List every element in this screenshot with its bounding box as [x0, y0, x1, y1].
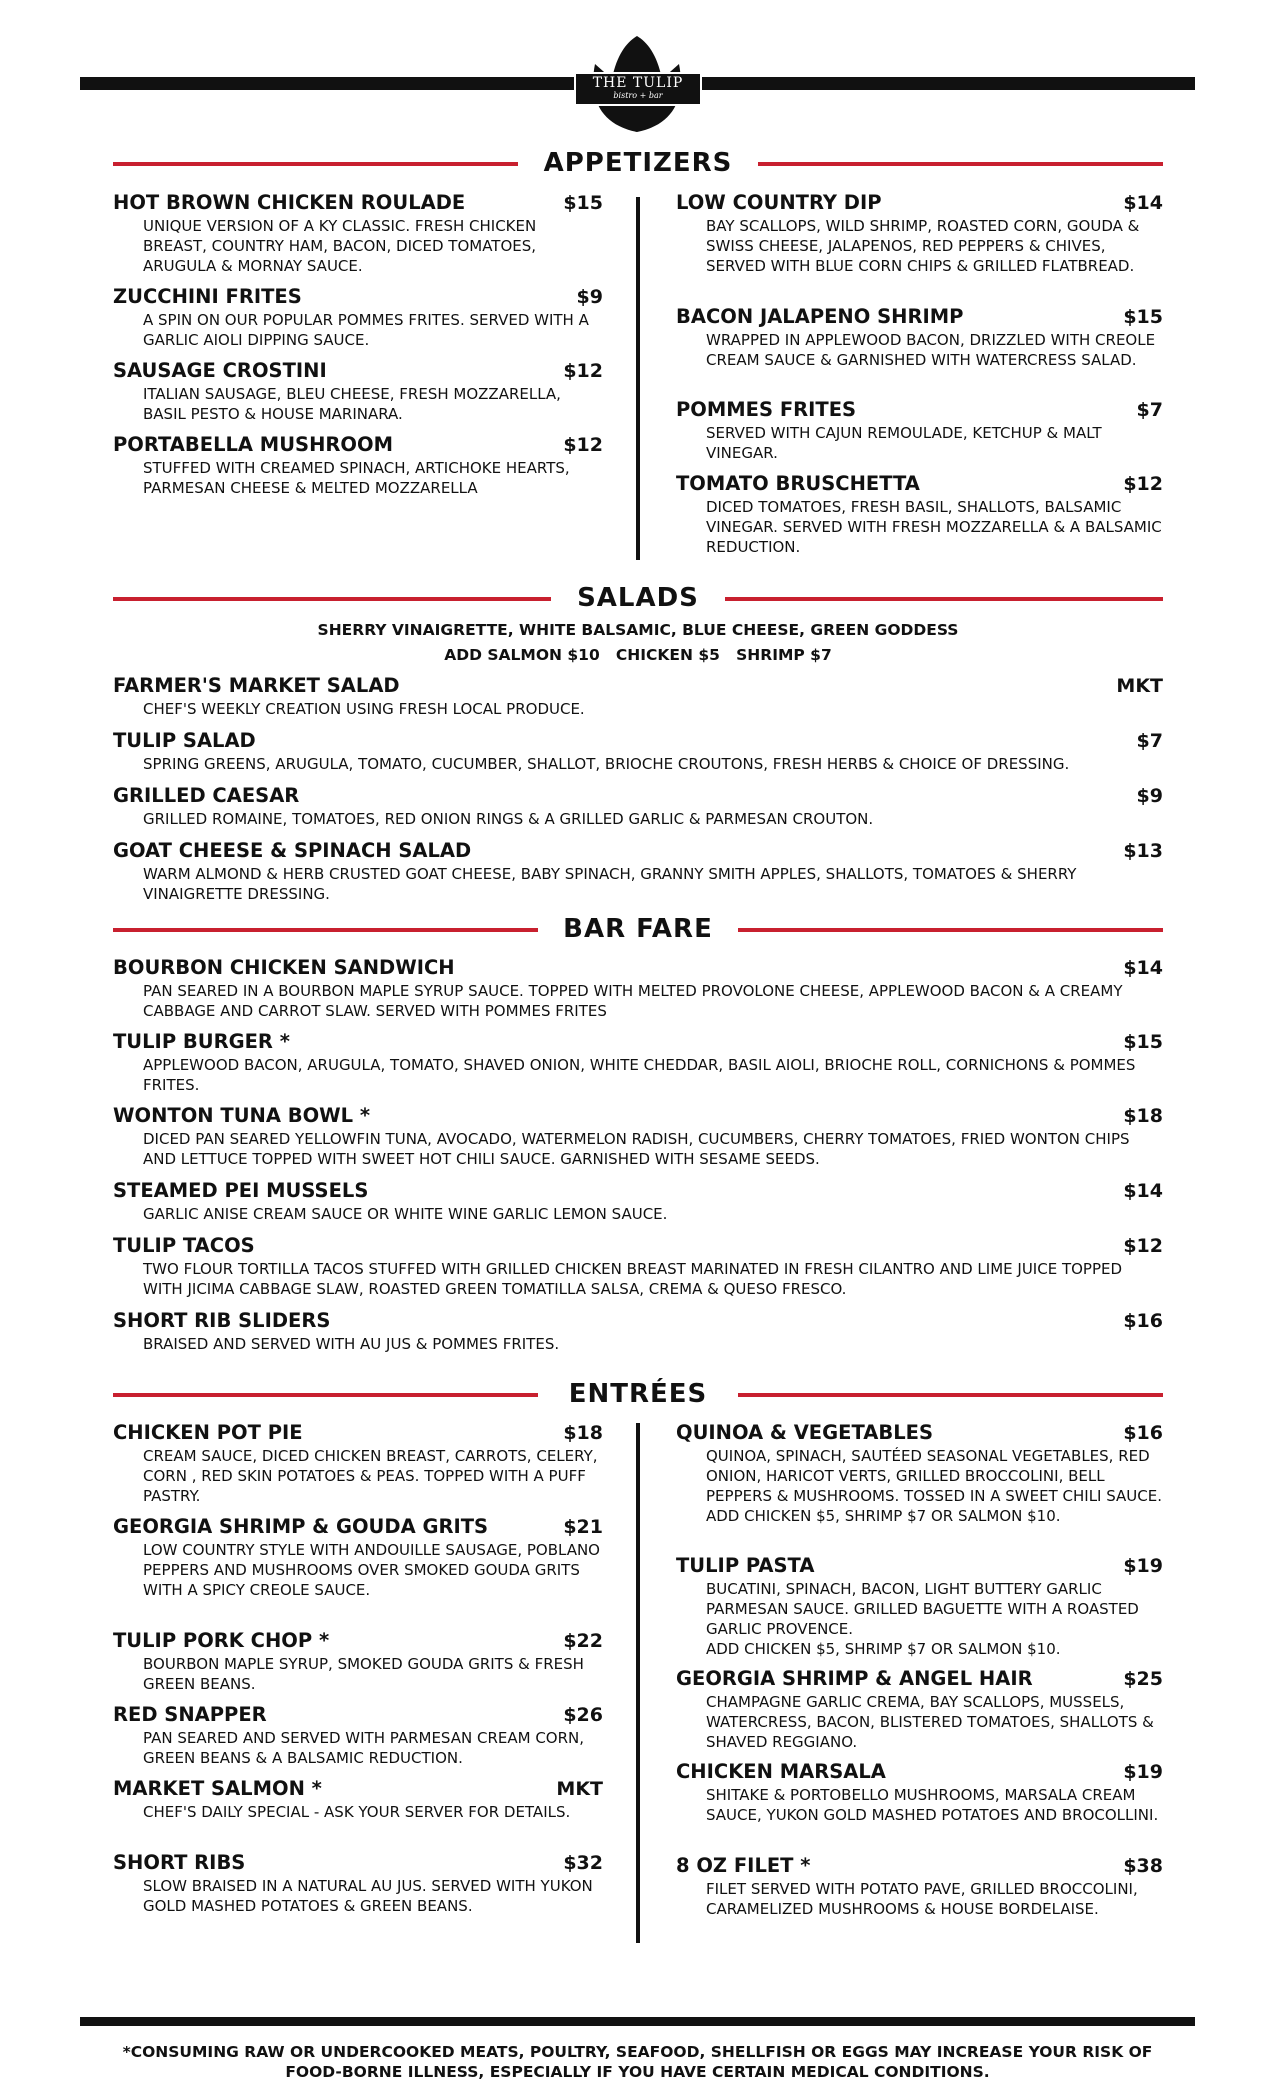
menu-item	[113, 1310, 1163, 1354]
item-description: APPLEWOOD BACON, ARUGULA, TOMATO, SHAVED ONION, WHITE CHEDDAR, BASIL AIOLI, BRIOCHE ROLL, CORNICHONS & POMMES FRITES.	[143, 1056, 1136, 1094]
entrees-heading	[113, 1379, 1163, 1409]
item-price: $15	[563, 192, 603, 214]
item-price: $19	[1123, 1555, 1163, 1577]
item-description: WARM ALMOND & HERB CRUSTED GOAT CHEESE, BABY SPINACH, GRANNY SMITH APPLES, SHALLOTS, TOMATOES & SHERRY VINAIGRETTE DRESSING.	[143, 865, 1077, 903]
item-price: $32	[563, 1852, 603, 1874]
menu-item	[113, 434, 603, 498]
item-name: GRILLED CAESAR	[113, 784, 300, 807]
item-description: BOURBON MAPLE SYRUP, SMOKED GOUDA GRITS & FRESH GREEN BEANS.	[143, 1655, 584, 1693]
item-price: $14	[1123, 192, 1163, 214]
section-title: APPETIZERS	[543, 148, 733, 178]
menu-item	[113, 1105, 1163, 1169]
item-description: BAY SCALLOPS, WILD SHRIMP, ROASTED CORN, GOUDA & SWISS CHEESE, JALAPENOS, RED PEPPERS & CHIVES, SERVED WITH BLUE CORN CHIPS & GRILLED FLATBREAD.	[706, 217, 1140, 275]
item-name: SHORT RIB SLIDERS	[113, 1309, 331, 1332]
menu-item	[676, 1668, 1163, 1752]
item-name: ZUCCHINI FRITES	[113, 285, 302, 308]
salads-heading	[113, 583, 1163, 613]
item-name: STEAMED PEI MUSSELS	[113, 1179, 369, 1202]
item-description: SPRING GREENS, ARUGULA, TOMATO, CUCUMBER, SHALLOT, BRIOCHE CROUTONS, FRESH HERBS & CHOICE OF DRESSING.	[143, 755, 1070, 773]
item-addon: ADD CHICKEN $5, SHRIMP $7 OR SALMON $10.	[706, 1507, 1061, 1525]
item-price: $15	[1123, 306, 1163, 328]
menu-item	[113, 360, 603, 424]
item-description: ITALIAN SAUSAGE, BLEU CHEESE, FRESH MOZZARELLA, BASIL PESTO & HOUSE MARINARA.	[143, 385, 561, 423]
item-name: GOAT CHEESE & SPINACH SALAD	[113, 839, 472, 862]
menu-item	[676, 1761, 1163, 1825]
item-name: TULIP TACOS	[113, 1234, 255, 1257]
item-description: A SPIN ON OUR POPULAR POMMES FRITES. SERVED WITH A GARLIC AIOLI DIPPING SAUCE.	[143, 311, 589, 349]
menu-item	[676, 1422, 1163, 1526]
item-price: $18	[1123, 1105, 1163, 1127]
item-description: QUINOA, SPINACH, SAUTÉED SEASONAL VEGETABLES, RED ONION, HARICOT VERTS, GRILLED BROCCOLINI, BELL PEPPERS & MUSHROOMS. TOSSED IN A SWEET CHILI SAUCE.	[706, 1447, 1162, 1505]
column-divider	[636, 1423, 640, 1943]
menu-item	[113, 1852, 603, 1916]
menu-item	[676, 1555, 1163, 1659]
item-name: TOMATO BRUSCHETTA	[676, 472, 920, 495]
item-price: $16	[1123, 1310, 1163, 1332]
item-description: GARLIC ANISE CREAM SAUCE OR WHITE WINE GARLIC LEMON SAUCE.	[143, 1205, 668, 1223]
column-divider	[636, 197, 640, 560]
item-description: SLOW BRAISED IN A NATURAL AU JUS. SERVED WITH YUKON GOLD MASHED POTATOES & GREEN BEANS.	[143, 1877, 593, 1915]
item-description: SERVED WITH CAJUN REMOULADE, KETCHUP & MALT VINEGAR.	[706, 424, 1102, 462]
item-name: LOW COUNTRY DIP	[676, 191, 882, 214]
menu-item	[113, 1180, 1163, 1224]
item-name: PORTABELLA MUSHROOM	[113, 433, 393, 456]
item-description: BUCATINI, SPINACH, BACON, LIGHT BUTTERY GARLIC PARMESAN SAUCE. GRILLED BAGUETTE WITH A ROASTED GARLIC PROVENCE.	[706, 1580, 1139, 1638]
menu-item	[113, 675, 1163, 719]
item-name: BACON JALAPENO SHRIMP	[676, 305, 964, 328]
item-name: MARKET SALMON *	[113, 1777, 322, 1800]
item-price: $12	[1123, 1235, 1163, 1257]
menu-item	[113, 1778, 603, 1822]
menu-item	[113, 192, 603, 276]
item-name: QUINOA & VEGETABLES	[676, 1421, 933, 1444]
menu-item	[676, 306, 1163, 370]
item-price: $38	[1123, 1855, 1163, 1877]
menu-item	[113, 840, 1163, 904]
menu-item	[113, 785, 1163, 829]
item-description: PAN SEARED AND SERVED WITH PARMESAN CREAM CORN, GREEN BEANS & A BALSAMIC REDUCTION.	[143, 1729, 585, 1767]
menu-item	[676, 399, 1163, 463]
item-price: $19	[1123, 1761, 1163, 1783]
item-price: $14	[1123, 957, 1163, 979]
item-price: $16	[1123, 1422, 1163, 1444]
menu-item	[113, 1235, 1163, 1299]
appetizers-heading	[113, 148, 1163, 178]
item-name: TULIP BURGER *	[113, 1030, 290, 1053]
item-price: $21	[563, 1516, 603, 1538]
item-price: $9	[1136, 785, 1163, 807]
item-name: TULIP PASTA	[676, 1554, 815, 1577]
menu-item	[113, 1422, 603, 1506]
item-description: WRAPPED IN APPLEWOOD BACON, DRIZZLED WITH CREOLE CREAM SAUCE & GARNISHED WITH WATERCRESS SALAD.	[706, 331, 1156, 369]
menu-item	[113, 1031, 1163, 1095]
item-name: 8 OZ FILET *	[676, 1854, 811, 1877]
section-title: ENTRÉES	[568, 1379, 708, 1409]
menu-item	[113, 286, 603, 350]
item-description: LOW COUNTRY STYLE WITH ANDOUILLE SAUSAGE, POBLANO PEPPERS AND MUSHROOMS OVER SMOKED GOUDA GRITS WITH A SPICY CREOLE SAUCE.	[143, 1541, 600, 1599]
menu-item	[113, 730, 1163, 774]
item-description: SHITAKE & PORTOBELLO MUSHROOMS, MARSALA CREAM SAUCE, YUKON GOLD MASHED POTATOES AND BROCOLLINI.	[706, 1786, 1159, 1824]
item-price: $22	[563, 1630, 603, 1652]
menu-item	[113, 1630, 603, 1694]
item-name: SHORT RIBS	[113, 1851, 246, 1874]
item-description: UNIQUE VERSION OF A KY CLASSIC. FRESH CHICKEN BREAST, COUNTRY HAM, BACON, DICED TOMATOES, ARUGULA & MORNAY SAUCE.	[143, 217, 537, 275]
item-price: $9	[576, 286, 603, 308]
item-description: GRILLED ROMAINE, TOMATOES, RED ONION RINGS & A GRILLED GARLIC & PARMESAN CROUTON.	[143, 810, 874, 828]
item-price: MKT	[1116, 675, 1163, 697]
item-name: TULIP SALAD	[113, 729, 256, 752]
item-description: BRAISED AND SERVED WITH AU JUS & POMMES FRITES.	[143, 1335, 560, 1353]
footer-bar	[80, 2017, 1195, 2026]
item-description: PAN SEARED IN A BOURBON MAPLE SYRUP SAUCE. TOPPED WITH MELTED PROVOLONE CHEESE, APPLEWOOD BACON & A CREAMY CABBAGE AND CARROT SLAW. SERVED WITH POMMES FRITES	[143, 982, 1123, 1020]
item-description: CHEF'S DAILY SPECIAL - ASK YOUR SERVER FOR DETAILS.	[143, 1803, 571, 1821]
food-safety-disclaimer: *CONSUMING RAW OR UNDERCOOKED MEATS, POULTRY, SEAFOOD, SHELLFISH OR EGGS MAY INCREASE YOUR RISK OF FOOD-BORNE ILLNESS, ESPECIALLY IF YOU HAVE CERTAIN MEDICAL CONDITIONS.	[122, 2043, 1153, 2081]
item-name: WONTON TUNA BOWL *	[113, 1104, 371, 1127]
item-description: CREAM SAUCE, DICED CHICKEN BREAST, CARROTS, CELERY, CORN , RED SKIN POTATOES & PEAS. TOPPED WITH A PUFF PASTRY.	[143, 1447, 598, 1505]
item-description: STUFFED WITH CREAMED SPINACH, ARTICHOKE HEARTS, PARMESAN CHEESE & MELTED MOZZARELLA	[143, 459, 570, 497]
item-name: RED SNAPPER	[113, 1703, 267, 1726]
item-name: FARMER'S MARKET SALAD	[113, 674, 400, 697]
item-description: DICED TOMATOES, FRESH BASIL, SHALLOTS, BALSAMIC VINEGAR. SERVED WITH FRESH MOZZARELLA & A BALSAMIC REDUCTION.	[706, 498, 1162, 556]
item-price: $7	[1136, 730, 1163, 752]
menu-item	[676, 1855, 1163, 1919]
item-price: $12	[563, 360, 603, 382]
item-price: $7	[1136, 399, 1163, 421]
item-price: $13	[1123, 840, 1163, 862]
logo-name: THE TULIP	[592, 75, 684, 91]
section-title: BAR FARE	[563, 914, 713, 944]
item-name: GEORGIA SHRIMP & ANGEL HAIR	[676, 1667, 1033, 1690]
menu-item	[676, 192, 1163, 276]
salad-dressings: SHERRY VINAIGRETTE, WHITE BALSAMIC, BLUE CHEESE, GREEN GODDESS	[317, 621, 959, 639]
item-description: CHEF'S WEEKLY CREATION USING FRESH LOCAL PRODUCE.	[143, 700, 585, 718]
item-price: $15	[1123, 1031, 1163, 1053]
item-name: POMMES FRITES	[676, 398, 857, 421]
item-price: $14	[1123, 1180, 1163, 1202]
item-name: BOURBON CHICKEN SANDWICH	[113, 956, 455, 979]
item-description: FILET SERVED WITH POTATO PAVE, GRILLED BROCCOLINI, CARAMELIZED MUSHROOMS & HOUSE BORDELAISE.	[706, 1880, 1138, 1918]
item-name: SAUSAGE CROSTINI	[113, 359, 327, 382]
item-price: $26	[563, 1704, 603, 1726]
item-description: CHAMPAGNE GARLIC CREMA, BAY SCALLOPS, MUSSELS, WATERCRESS, BACON, BLISTERED TOMATOES, SHALLOTS & SHAVED REGGIANO.	[706, 1693, 1154, 1751]
item-price: $12	[563, 434, 603, 456]
item-name: CHICKEN POT PIE	[113, 1421, 303, 1444]
logo-wordmark	[574, 72, 702, 106]
item-price: $18	[563, 1422, 603, 1444]
menu-item	[113, 1516, 603, 1600]
menu-item	[676, 473, 1163, 557]
logo-subtitle: bistro + bar	[613, 91, 663, 100]
item-addon: ADD CHICKEN $5, SHRIMP $7 OR SALMON $10.	[706, 1640, 1061, 1658]
item-name: GEORGIA SHRIMP & GOUDA GRITS	[113, 1515, 489, 1538]
section-title: SALADS	[577, 583, 699, 613]
menu-item	[113, 1704, 603, 1768]
item-name: CHICKEN MARSALA	[676, 1760, 886, 1783]
item-price: $25	[1123, 1668, 1163, 1690]
menu-item	[113, 957, 1163, 1021]
salad-addons: ADD SALMON $10 CHICKEN $5 SHRIMP $7	[444, 646, 832, 664]
item-description: TWO FLOUR TORTILLA TACOS STUFFED WITH GRILLED CHICKEN BREAST MARINATED IN FRESH CILANTRO AND LIME JUICE TOPPED WITH JICIMA CABBAGE SLAW, ROASTED GREEN TOMATILLA SALSA, CREMA & QUESO FRESCO.	[143, 1260, 1123, 1298]
item-price: MKT	[556, 1778, 603, 1800]
item-description: DICED PAN SEARED YELLOWFIN TUNA, AVOCADO, WATERMELON RADISH, CUCUMBERS, CHERRY TOMATOES, FRIED WONTON CHIPS AND LETTUCE TOPPED WITH SWEET HOT CHILI SAUCE. GARNISHED WITH SESAME SEEDS.	[143, 1130, 1130, 1168]
item-name: TULIP PORK CHOP *	[113, 1629, 330, 1652]
item-price: $12	[1123, 473, 1163, 495]
bar-fare-heading	[113, 914, 1163, 944]
item-name: HOT BROWN CHICKEN ROULADE	[113, 191, 466, 214]
